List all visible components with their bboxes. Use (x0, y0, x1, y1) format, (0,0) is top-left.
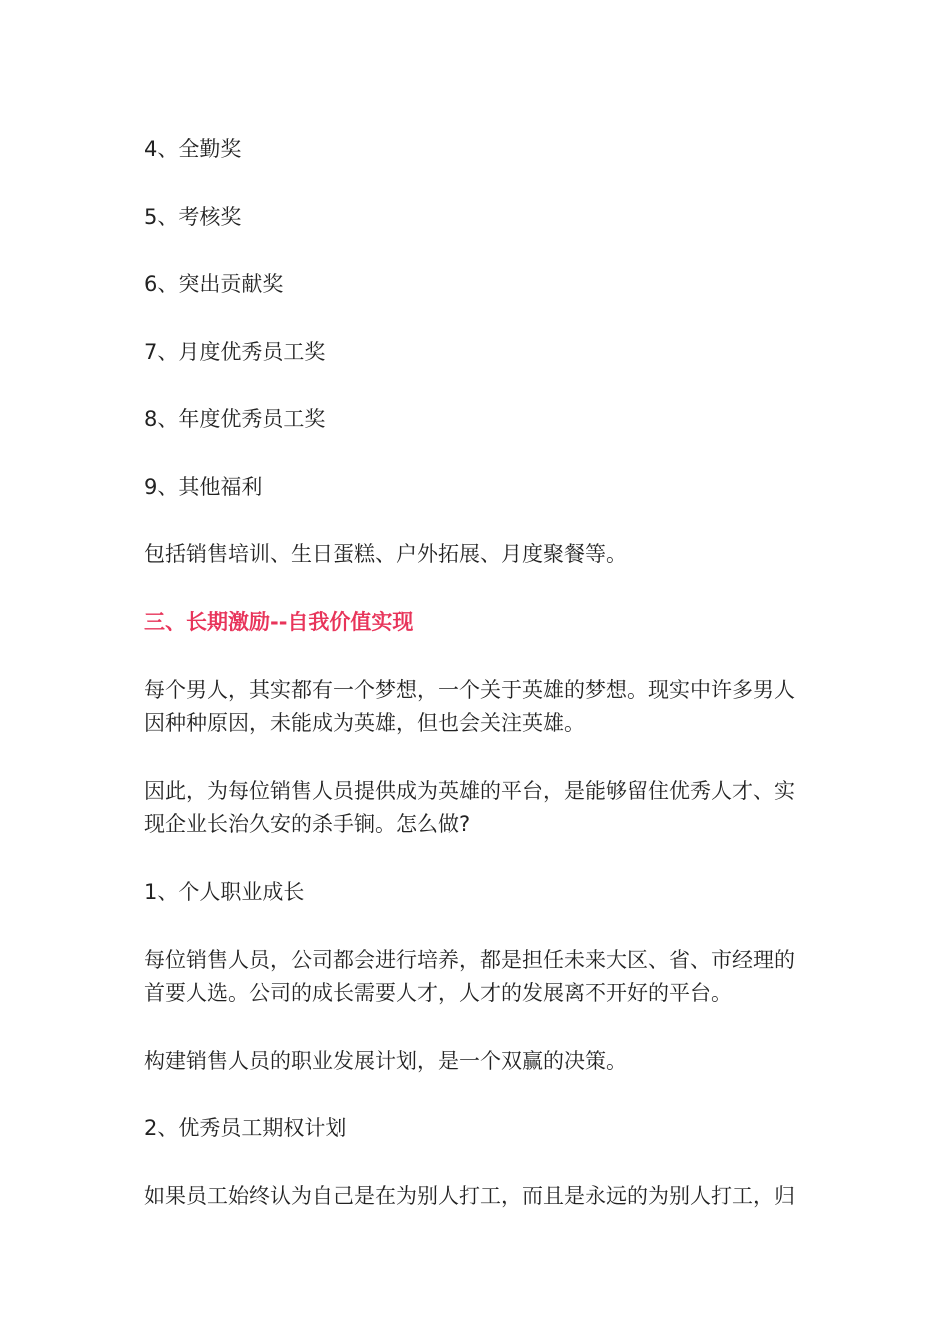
paragraph-line: 现企业长治久安的杀手锏。怎么做? (144, 812, 471, 836)
list-item-assessment-award: 5、考核奖 (144, 205, 242, 229)
paragraph-working-for-others: 如果员工始终认为自己是在为别人打工，而且是永远的为别人打工，归 (144, 1184, 795, 1208)
section-heading: 三、长期激励--自我价值实现 (144, 610, 414, 634)
list-item-monthly-award: 7、月度优秀员工奖 (144, 340, 326, 364)
paragraph-line: 因此，为每位销售人员提供成为英雄的平台，是能够留住优秀人才、实 (144, 779, 795, 803)
list-item-other-benefits: 9、其他福利 (144, 475, 263, 499)
list-item-annual-award: 8、年度优秀员工奖 (144, 407, 326, 431)
paragraph-line: 每位销售人员，公司都会进行培养，都是担任未来大区、省、市经理的 (144, 948, 795, 972)
paragraph-line: 因种种原因，未能成为英雄，但也会关注英雄。 (144, 711, 585, 735)
paragraph-line: 每个男人，其实都有一个梦想，一个关于英雄的梦想。现实中许多男人 (144, 678, 795, 702)
list-item-attendance-award: 4、全勤奖 (144, 137, 242, 161)
list-item-contribution-award: 6、突出贡献奖 (144, 272, 284, 296)
benefits-description: 包括销售培训、生日蛋糕、户外拓展、月度聚餐等。 (144, 542, 627, 566)
paragraph-career-plan: 构建销售人员的职业发展计划，是一个双赢的决策。 (144, 1049, 627, 1073)
paragraph-hero-dream (144, 674, 814, 740)
subheading-stock-option: 2、优秀员工期权计划 (144, 1116, 347, 1140)
paragraph-line: 首要人选。公司的成长需要人才，人才的发展离不开好的平台。 (144, 981, 732, 1005)
subheading-career-growth: 1、个人职业成长 (144, 880, 305, 904)
paragraph-hero-platform (144, 775, 814, 841)
paragraph-training (144, 944, 814, 1010)
